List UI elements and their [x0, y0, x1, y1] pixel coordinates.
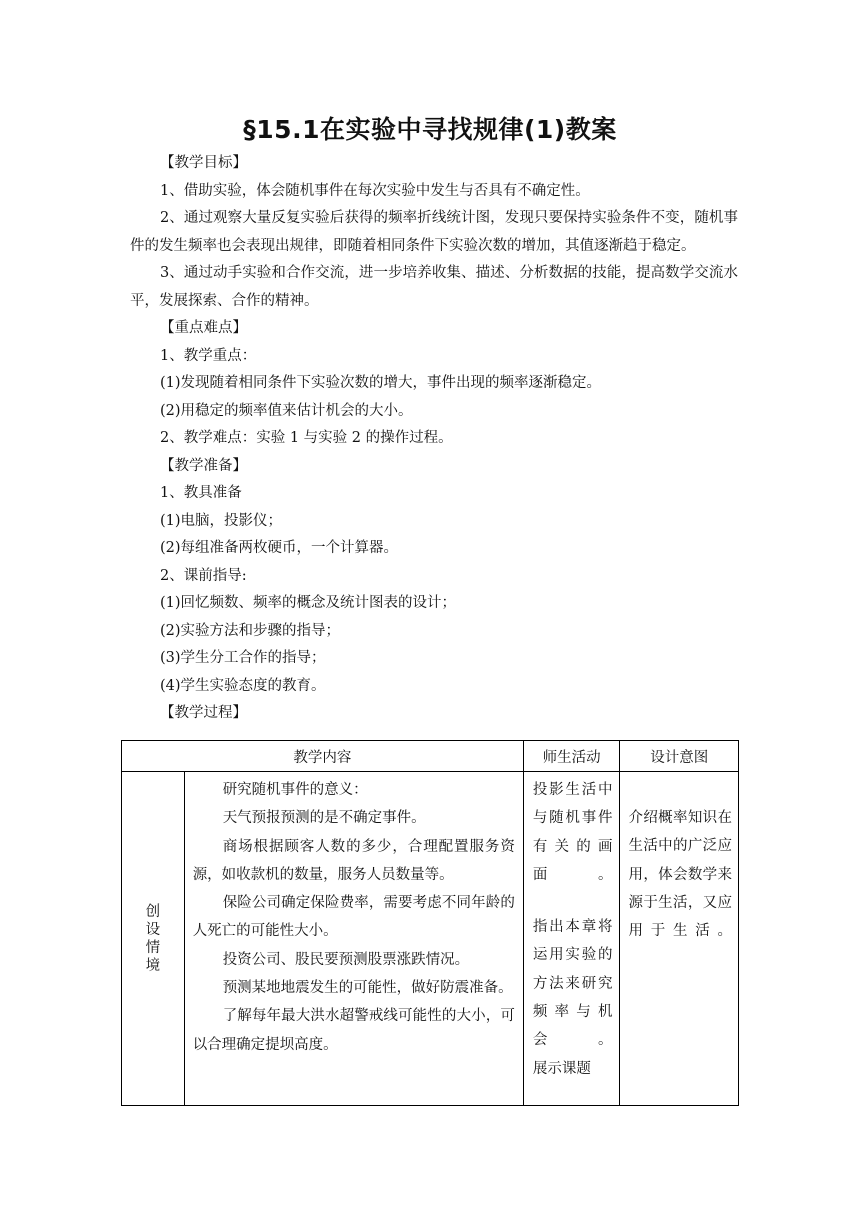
- section-heading-goals: 【教学目标】: [160, 155, 247, 171]
- section-heading-prep: 【教学准备】: [160, 457, 247, 474]
- tools-item: (1)电脑，投影仪；: [160, 512, 283, 529]
- content-cell: [184, 772, 523, 1106]
- table-header-row: [122, 741, 739, 772]
- guide-label: 2、课前指导:: [160, 567, 247, 584]
- goal-item: 2、通过观察大量反复实验后获得的频率折线统计图，发现只要保持实验条件不变，随机事件的发生频率也会表现出规律，即随着相同条件下实验次数的增加，其值逐渐趋于稳定。: [130, 210, 738, 254]
- content-line: 预测某地地震发生的可能性，做好防震准备。: [222, 980, 513, 997]
- section-heading-keypoints: 【重点难点】: [160, 320, 247, 336]
- activity-line: 投影生活中与随机事件有关的画面。: [532, 782, 613, 883]
- focus-label: 1、教学重点：: [160, 347, 257, 364]
- section-heading-process: 【教学过程】: [160, 705, 247, 721]
- header-content: 教学内容: [122, 741, 524, 772]
- goal-item: 3、通过动手实验和合作交流，进一步培养收集、描述、分析数据的技能，提高数学交流水平，发展探索、合作的精神。: [130, 265, 738, 309]
- difficulty-text: 2、教学难点：实验 1 与实验 2 的操作过程。: [160, 430, 453, 446]
- guide-item: (3)学生分工合作的指导；: [160, 650, 326, 666]
- focus-item: (2)用稳定的频率值来估计机会的大小。: [160, 402, 413, 419]
- content-line: 商场根据顾客人数的多少，合理配置服务资源，如收款机的数量，服务人员数量等。: [192, 838, 515, 883]
- tools-item: (2)每组准备两枚硬币，一个计算器。: [160, 540, 399, 556]
- focus-item: (1)发现随着相同条件下实验次数的增大，事件出现的频率逐渐稳定。: [160, 375, 602, 391]
- stage-cell: [122, 772, 185, 1106]
- page-title: §15.1在实验中寻找规律(1)教案: [243, 115, 617, 144]
- stage-label: 创设情境: [145, 903, 161, 974]
- guide-item: (2)实验方法和步骤的指导；: [160, 622, 341, 639]
- activity-line: 指出本章将运用实验的方法来研究频率与机会。: [532, 919, 613, 1049]
- table-row: [122, 772, 739, 1106]
- header-intent: 设计意图: [620, 741, 739, 772]
- activity-line: 展示课题: [532, 1060, 591, 1077]
- goal-item: 1、借助实验，体会随机事件在每次实验中发生与否具有不确定性。: [160, 182, 590, 199]
- guide-item: (1)回忆频数、频率的概念及统计图表的设计；: [160, 595, 457, 611]
- lesson-body: [130, 150, 738, 728]
- process-table: [121, 740, 739, 1106]
- content-line: 保险公司确定保险费率，需要考虑不同年龄的人死亡的可能性大小。: [192, 895, 515, 940]
- header-activity: 师生活动: [523, 741, 620, 772]
- content-line: 研究随机事件的意义：: [222, 782, 368, 798]
- intent-cell: [620, 772, 739, 1106]
- content-line: 天气预报预测的是不确定事件。: [222, 810, 426, 827]
- activity-cell: [523, 772, 620, 1106]
- tools-label: 1、教具准备: [160, 485, 242, 501]
- intent-text: 介绍概率知识在生活中的广泛应用，体会数学来源于生活，又应用于生活。: [628, 810, 732, 940]
- guide-item: (4)学生实验态度的教育。: [160, 677, 326, 694]
- content-line: 投资公司、股民要预测股票涨跌情况。: [222, 951, 470, 968]
- content-line: 了解每年最大洪水超警戒线可能性的大小，可以合理确定提坝高度。: [192, 1008, 515, 1053]
